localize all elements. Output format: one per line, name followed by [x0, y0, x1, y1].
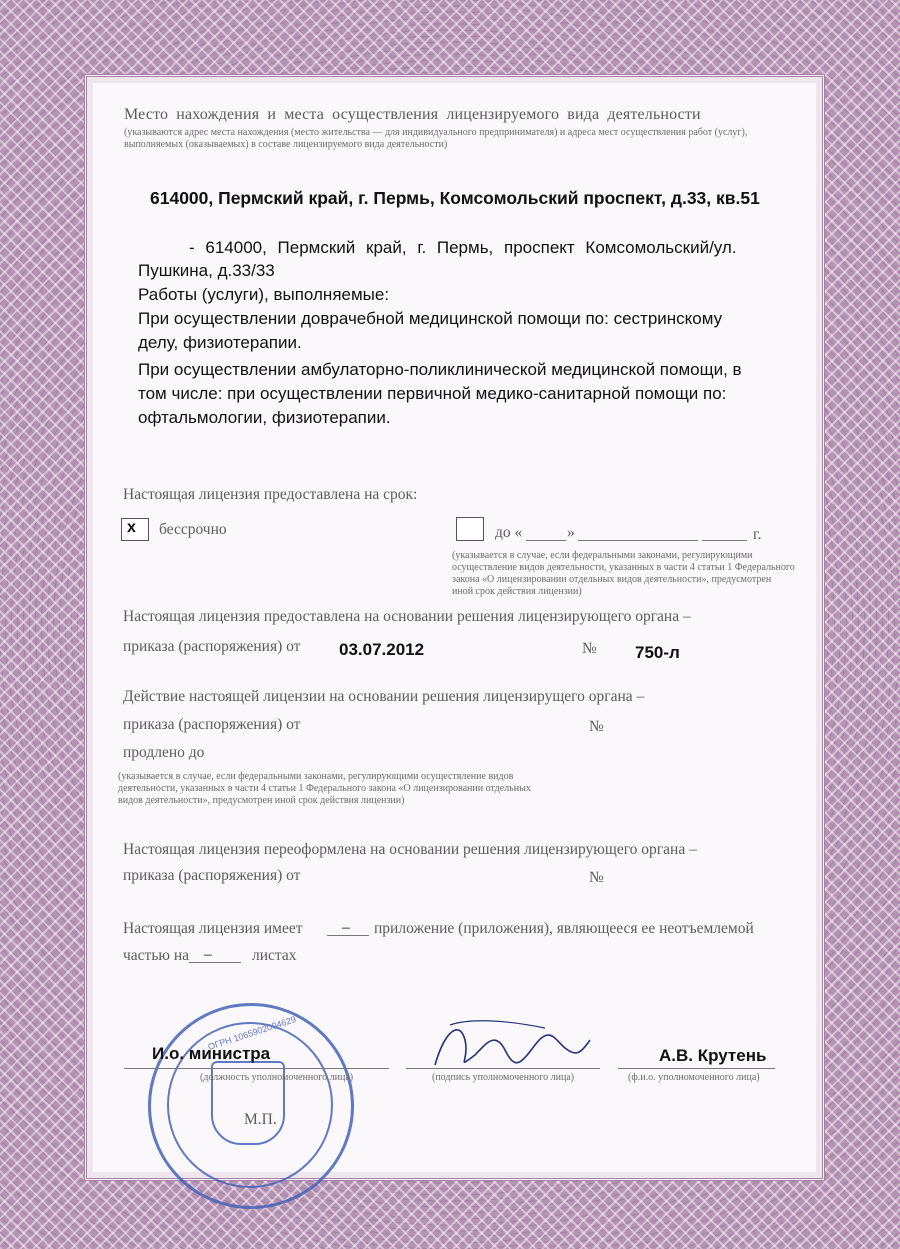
- basis-line: Настоящая лицензия предоставлена на основании решения лицензирующего органа –: [123, 608, 691, 625]
- signature-note: (подпись уполномоченного лица): [432, 1072, 575, 1083]
- until-year-suffix: г.: [753, 526, 762, 543]
- address-heading-note-1: (указываются адрес места нахождения (место жительства — для индивидуального предпринимателя) и адреса мест осуществления работ (услуг),: [124, 127, 748, 138]
- reissue-number-sign: №: [589, 869, 604, 886]
- seal-ogrn: ОГРН 1065902004629: [206, 1014, 298, 1052]
- term-note-1: (указывается в случае, если федеральными законами, регулирующими: [452, 550, 753, 561]
- until-year-line: [702, 540, 747, 541]
- term-note-3: закона «О лицензировании отдельных видов деятельности», предусмотрен: [452, 574, 772, 585]
- signatory-position: И.о. министра: [152, 1044, 271, 1063]
- official-seal: [148, 1003, 354, 1209]
- detail-line-3: Работы (услуги), выполняемые:: [138, 285, 390, 304]
- name-line: [618, 1068, 775, 1069]
- sheet-count-line: [189, 962, 241, 963]
- detail-line-4: При осуществлении доврачебной медицинской помощи по: сестринскому: [138, 309, 723, 328]
- basis-order-number: 750-л: [635, 643, 680, 662]
- extension-line: Действие настоящей лицензии на основании решения лицензирущего органа –: [123, 688, 645, 705]
- detail-line-5: делу, физиотерапии.: [138, 333, 302, 352]
- extension-note-2: деятельности, указанных в части 4 статьи 1 Федерального закона «О лицензировании отдельных: [118, 783, 531, 794]
- extension-order-label: приказа (распоряжения) от: [123, 716, 301, 733]
- term-label: Настоящая лицензия предоставлена на срок:: [123, 486, 418, 503]
- seal-placeholder-label: М.П.: [244, 1111, 277, 1128]
- appendix-line-1-suffix: приложение (приложения), являющееся ее неотъемлемой: [374, 920, 754, 937]
- term-note-2: осуществление видов деятельности, указанных в части 4 статьи 1 Федерального: [452, 562, 795, 573]
- appendix-line-2-prefix: частью на: [123, 947, 190, 964]
- term-note-4: иной срок действия лицензии): [452, 586, 582, 597]
- main-address: 614000, Пермский край, г. Пермь, Комсомольский проспект, д.33, кв.51: [150, 188, 760, 208]
- position-line: [124, 1068, 389, 1069]
- name-note: (ф.и.о. уполномоченного лица): [628, 1072, 760, 1083]
- until-quote-close: »: [567, 524, 575, 541]
- address-heading-note-2: выполняемых (оказываемых) в составе лицензируемого вида деятельности): [124, 139, 448, 150]
- extension-note-3: видов деятельности», предусмотрен иной срок действия лицензии): [118, 795, 405, 806]
- indefinite-checkbox: [121, 518, 149, 541]
- signatory-name: А.В. Крутень: [659, 1046, 767, 1065]
- signature-line: [406, 1068, 600, 1069]
- detail-line-1: - 614000, Пермский край, г. Пермь, проспект Комсомольский/ул.: [189, 238, 737, 257]
- basis-order-label: приказа (распоряжения) от: [123, 638, 301, 655]
- position-note: (должность уполномоченного лица): [200, 1072, 354, 1083]
- extension-note-1: (указывается в случае, если федеральными законами, регулирующими осуществление видов: [118, 771, 514, 782]
- extension-number-sign: №: [589, 718, 604, 735]
- handwritten-signature: [425, 1010, 595, 1080]
- until-day-line: [526, 540, 566, 541]
- extended-until-label: продлено до: [123, 744, 205, 761]
- indefinite-check-mark: x: [127, 519, 136, 536]
- reissue-line: Настоящая лицензия переоформлена на основании решения лицензирующего органа –: [123, 841, 697, 858]
- until-prefix: до «: [495, 524, 523, 541]
- detail-line-2: Пушкина, д.33/33: [138, 261, 275, 280]
- until-checkbox: [456, 517, 484, 541]
- detail-line-7: том числе: при осуществлении первичной медико-санитарной помощи по:: [138, 384, 727, 403]
- basis-number-sign: №: [582, 640, 597, 657]
- appendix-line-2-suffix: листах: [252, 947, 297, 964]
- sheet-count: –: [204, 946, 212, 963]
- reissue-order-label: приказа (распоряжения) от: [123, 867, 301, 884]
- until-month-line: [578, 540, 698, 541]
- appendix-line-1-prefix: Настоящая лицензия имеет: [123, 920, 303, 937]
- detail-line-6: При осуществлении амбулаторно-поликлинической медицинской помощи, в: [138, 360, 742, 379]
- appendix-count: –: [342, 919, 350, 936]
- indefinite-label: бессрочно: [159, 521, 227, 538]
- address-heading: Место нахождения и места осуществления лицензируемого вида деятельности: [124, 106, 701, 123]
- detail-line-8: офтальмологии, физиотерапии.: [138, 408, 391, 427]
- basis-order-date: 03.07.2012: [339, 640, 425, 659]
